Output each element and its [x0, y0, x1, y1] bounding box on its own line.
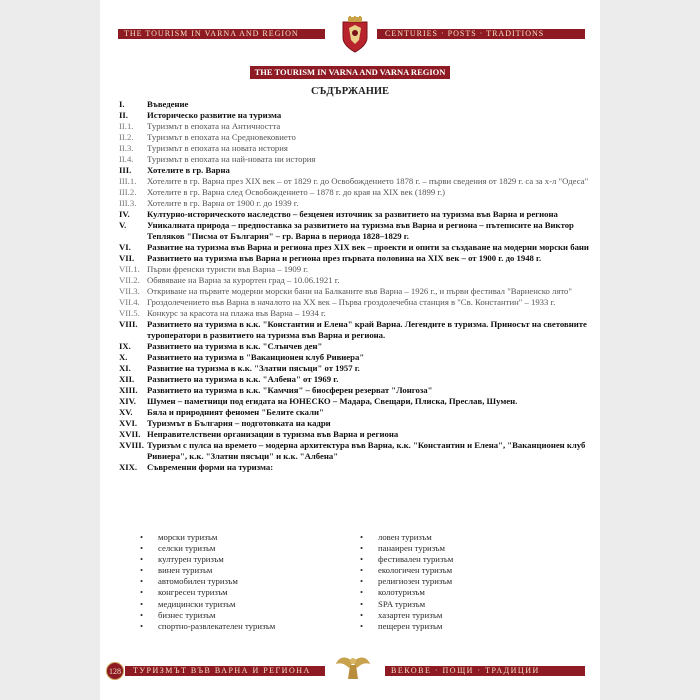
tourism-forms-right-list: [360, 532, 453, 632]
toc-entry: [119, 154, 589, 165]
bullet-icon: •: [140, 554, 144, 565]
tourism-form-label: медицински туризъм: [158, 598, 236, 609]
toc-entry: [119, 374, 589, 385]
toc-entry-number: II.1.: [119, 121, 134, 131]
bullet-icon: •: [140, 609, 144, 620]
bullet-icon: •: [360, 587, 364, 598]
toc-entry-title: Туризмът в епохата на Средновековието: [147, 132, 296, 142]
tourism-form-label: фестивален туризъм: [378, 554, 454, 565]
tourism-form-label: хазартен туризъм: [378, 609, 443, 620]
toc-entry-title: Развитие на туризма във Варна и региона през XIX век – проекти и опити за създаване на модерни морски бани: [147, 242, 589, 252]
toc-entry: [119, 165, 589, 176]
tourism-form-label: ловен туризъм: [378, 532, 432, 542]
toc-entry-title: Уникалната природа – предпоставка за развитието на туризма във Варна и региона – пътеписите на Виктор Тепляков "Писма от България" – гр. Варна в периода 1828–1829 г.: [147, 220, 574, 241]
toc-entry-title: Въведение: [147, 99, 189, 109]
toc-entry-number: III.2.: [119, 187, 137, 197]
bullet-icon: •: [140, 587, 144, 598]
toc-entry: [119, 209, 589, 220]
bullet-icon: •: [360, 609, 364, 620]
bullet-icon: •: [360, 620, 364, 631]
tourism-forms-left-list: [140, 532, 275, 632]
toc-entry-title: Туризмът в епохата на най-новата ни история: [147, 154, 316, 164]
toc-entry-number: VII.3.: [119, 286, 140, 296]
toc-entry: [119, 286, 589, 297]
toc-entry: [119, 418, 589, 429]
toc-entry-title: Обявяване на Варна за курортен град – 10.06.1921 г.: [147, 275, 340, 285]
tourism-form-item: [140, 532, 275, 543]
tourism-form-label: селски туризъм: [158, 543, 216, 554]
toc-entry: [119, 121, 589, 132]
toc-entry-number: VII.: [119, 253, 135, 263]
tourism-form-item: [140, 621, 275, 632]
toc-entry-number: IV.: [119, 209, 130, 219]
header-band-left: THE TOURISM IN VARNA AND REGION: [118, 29, 325, 39]
tourism-form-label: спортно-развлекателен туризъм: [158, 620, 276, 631]
bullet-icon: •: [140, 620, 144, 631]
tourism-form-item: [140, 543, 275, 554]
toc-entry-number: II.: [119, 110, 128, 120]
bullet-icon: •: [140, 532, 144, 542]
toc-entry-number: VII.5.: [119, 308, 140, 318]
bullet-icon: •: [360, 576, 364, 587]
tourism-form-item: [360, 599, 453, 610]
tourism-form-item: [360, 532, 453, 543]
toc-entry-title: Бяла и природният феномен "Белите скали": [147, 407, 324, 417]
toc-entry-title: Конкурс за красота на плажа във Варна – 1934 г.: [147, 308, 326, 318]
toc-entry: [119, 385, 589, 396]
toc-entry-title: Неправителствени организации в туризма във Варна и региона: [147, 429, 399, 439]
toc-entry-title: Туризъм с пулса на времето – модерна архитектура във Варна, к.к. "Константин и Елена", "Ваканционен клуб Ривиера", к.к. "Златни пясъци" и к.к. "Албена": [147, 440, 586, 461]
footer-band-right: ВЕКОВЕ · ПОЩИ · ТРАДИЦИИ: [385, 666, 585, 676]
toc-entry-title: Туризмът в епохата на Античността: [147, 121, 281, 131]
toc-entry-number: III.1.: [119, 176, 137, 186]
tourism-form-item: [360, 543, 453, 554]
tourism-form-label: пещерен туризъм: [378, 620, 443, 631]
header-band-right: CENTURIES · POSTS · TRADITIONS: [377, 29, 585, 39]
toc-entry: [119, 308, 589, 319]
tourism-form-label: религиозен туризъм: [378, 576, 453, 587]
toc-entry-number: VII.1.: [119, 264, 140, 274]
toc-entry-number: III.: [119, 165, 132, 175]
toc-entry-title: Откриване на първите модерни морски бани на Балканите във Варна – 1926 г., и първи фестивал "Варненско лято": [147, 286, 572, 296]
toc-entry-number: V.: [119, 220, 127, 230]
toc-entry-number: XIII.: [119, 385, 138, 395]
toc-entry-number: XV.: [119, 407, 133, 417]
tourism-form-label: автомобилен туризъм: [158, 576, 238, 587]
tourism-form-label: колотуризъм: [378, 587, 425, 598]
toc-entry-number: VI.: [119, 242, 131, 252]
toc-entry: [119, 187, 589, 198]
toc-entry: [119, 220, 589, 242]
tourism-form-label: винен туризъм: [158, 565, 213, 576]
toc-entry-title: Развитие на туризма в к.к. "Златни пясъци" от 1957 г.: [147, 363, 360, 373]
toc-entry-number: XVII.: [119, 429, 141, 439]
bullet-icon: •: [140, 543, 144, 554]
tourism-form-item: [360, 554, 453, 565]
toc-entry: [119, 297, 589, 308]
toc-entry-number: XIV.: [119, 396, 136, 406]
tourism-form-item: [360, 610, 453, 621]
toc-entry-number: XII.: [119, 374, 135, 384]
toc-entry: [119, 242, 589, 253]
tourism-form-item: [360, 565, 453, 576]
document-title-banner: THE TOURISM IN VARNA AND VARNA REGION: [250, 66, 450, 79]
toc-entry-title: Хотелите в гр. Варна през XIX век – от 1829 г. до Освобождението 1878 г. – първи сведения от 1829 г. са за х-л "Одеса": [147, 176, 589, 186]
toc-entry: [119, 198, 589, 209]
toc-entry: [119, 143, 589, 154]
toc-entry-title: Първи френски туристи във Варна – 1909 г.: [147, 264, 309, 274]
angel-emblem-icon: [335, 652, 371, 682]
tourism-form-item: [140, 587, 275, 598]
toc-entry: [119, 462, 589, 473]
bullet-icon: •: [360, 598, 364, 609]
tourism-form-item: [360, 621, 453, 632]
tourism-form-item: [140, 576, 275, 587]
toc-entry: [119, 341, 589, 352]
toc-entry-title: Развитието на туризма в к.к. "Камчия" – биосферен резерват "Лонгоза": [147, 385, 433, 395]
coat-of-arms-icon: [340, 16, 370, 54]
tourism-form-label: конгресен туризъм: [158, 587, 228, 598]
toc-entry-number: VII.4.: [119, 297, 140, 307]
toc-entry-number: VII.2.: [119, 275, 140, 285]
toc-entry: [119, 253, 589, 264]
toc-entry: [119, 275, 589, 286]
bullet-icon: •: [140, 598, 144, 609]
bullet-icon: •: [360, 565, 364, 576]
toc-entry-number: IX.: [119, 341, 131, 351]
bullet-icon: •: [360, 532, 364, 542]
toc-entry: [119, 264, 589, 275]
toc-entry-title: Туризмът в епохата на новата история: [147, 143, 288, 153]
toc-entry-title: Шумен – паметници под егидата на ЮНЕСКО – Мадара, Свещари, Плиска, Преслав, Шумен.: [147, 396, 518, 406]
contents-heading: СЪДЪРЖАНИЕ: [310, 86, 390, 97]
toc-entry: [119, 99, 589, 110]
toc-entry-number: XVI.: [119, 418, 138, 428]
toc-entry: [119, 352, 589, 363]
toc-entry: [119, 363, 589, 374]
tourism-form-label: панаирен туризъм: [378, 543, 445, 554]
toc-entry-title: Гроздолечението във Варна в началото на XX век – Първа гроздолечебна станция в "Св. Константин" – 1933 г.: [147, 297, 556, 307]
toc-entry: [119, 132, 589, 143]
tourism-form-label: екологичен туризъм: [378, 565, 453, 576]
toc-entry-number: I.: [119, 99, 125, 109]
toc-entry-number: II.2.: [119, 132, 134, 142]
bullet-icon: •: [140, 576, 144, 587]
toc-entry-title: Историческо развитие на туризма: [147, 110, 282, 120]
toc-entry-title: Развитието на туризма в к.к. "Албена" от 1969 г.: [147, 374, 339, 384]
table-of-contents: [119, 99, 589, 473]
toc-entry-number: X.: [119, 352, 128, 362]
tourism-form-item: [140, 610, 275, 621]
toc-entry-title: Развитието на туризма в к.к. "Константин и Елена" край Варна. Легендите в туризма. Приносът на световните туроператори в развитието на туризма във Варна и региона.: [147, 319, 587, 340]
toc-entry-number: II.3.: [119, 143, 134, 153]
toc-entry-title: Хотелите в гр. Варна след Освобождението – 1878 г. до края на XIX век (1899 г.): [147, 187, 446, 197]
tourism-form-item: [140, 565, 275, 576]
tourism-form-label: културен туризъм: [158, 554, 224, 565]
toc-entry: [119, 407, 589, 418]
tourism-form-label: SPA туризъм: [378, 598, 426, 609]
toc-entry-number: XVIII.: [119, 440, 144, 450]
toc-entry-number: VIII.: [119, 319, 138, 329]
tourism-form-item: [360, 587, 453, 598]
toc-entry: [119, 440, 589, 462]
toc-entry: [119, 429, 589, 440]
toc-entry-number: XIX.: [119, 462, 138, 472]
footer-band-left: ТУРИЗМЪТ ВЪВ ВАРНА И РЕГИОНА: [125, 666, 325, 676]
toc-entry-title: Съвременни форми на туризма:: [147, 462, 274, 472]
tourism-form-item: [360, 576, 453, 587]
toc-entry-title: Културно-историческото наследство – безценен източник за развитието на туризма във Варна и региона: [147, 209, 558, 219]
toc-entry: [119, 396, 589, 407]
toc-entry-title: Развитието на туризма в "Ваканционен клуб Ривиера": [147, 352, 365, 362]
tourism-form-item: [140, 599, 275, 610]
toc-entry-title: Хотелите в гр. Варна от 1900 г. до 1939 г.: [147, 198, 299, 208]
toc-entry-number: II.4.: [119, 154, 134, 164]
page-number-badge: 128: [106, 662, 124, 680]
tourism-form-label: бизнес туризъм: [158, 609, 216, 620]
toc-entry-title: Развитието на туризма във Варна и региона през първата половина на XIX век – от 1900 г. до 1948 г.: [147, 253, 542, 263]
toc-entry-title: Развитието на туризма в к.к. "Слънчев ден": [147, 341, 323, 351]
bullet-icon: •: [360, 554, 364, 565]
tourism-form-item: [140, 554, 275, 565]
toc-entry: [119, 110, 589, 121]
toc-entry-number: XI.: [119, 363, 131, 373]
bullet-icon: •: [360, 543, 364, 554]
toc-entry-title: Туризмът в България – подготовката на кадри: [147, 418, 331, 428]
toc-entry: [119, 319, 589, 341]
toc-entry-number: III.3.: [119, 198, 137, 208]
tourism-form-label: морски туризъм: [158, 532, 218, 542]
toc-entry: [119, 176, 589, 187]
toc-entry-title: Хотелите в гр. Варна: [147, 165, 230, 175]
bullet-icon: •: [140, 565, 144, 576]
